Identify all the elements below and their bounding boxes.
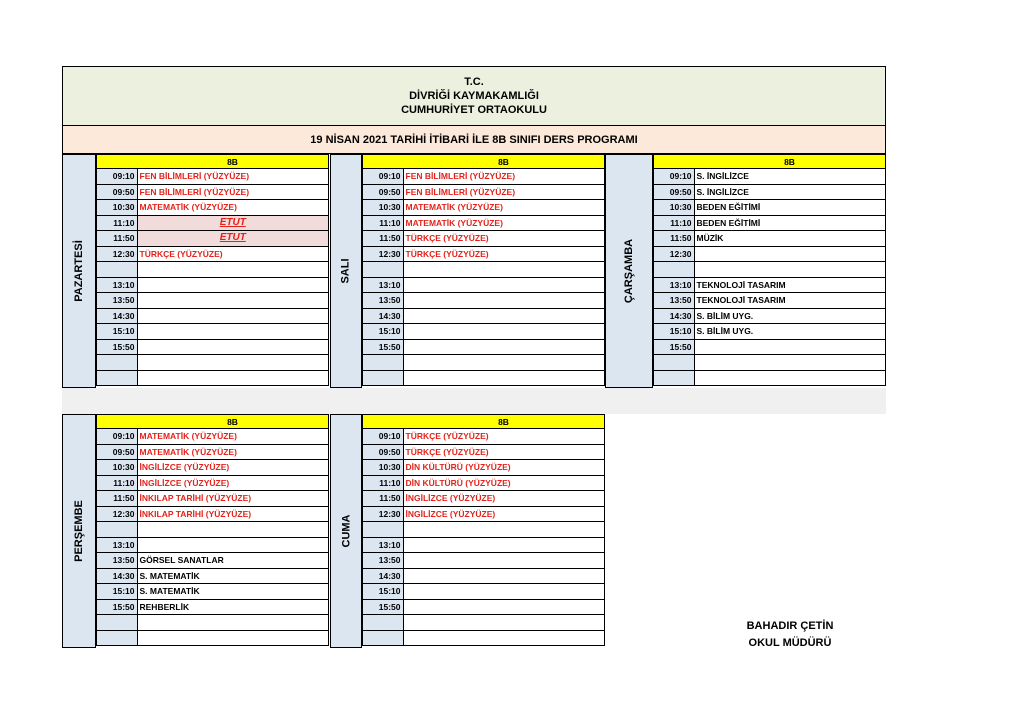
period-time: 12:30 — [97, 506, 138, 522]
table-row — [363, 429, 605, 445]
subject-cell: İNGİLİZCE (YÜZYÜZE) — [403, 491, 605, 507]
day-schedule-table — [96, 154, 329, 386]
table-row — [97, 568, 329, 584]
table-row — [97, 460, 329, 476]
table-row — [97, 475, 329, 491]
period-time: 15:10 — [363, 324, 404, 340]
subject-cell: ETUT — [137, 215, 329, 231]
period-time: 09:50 — [363, 444, 404, 460]
subject-cell: FEN BİLİMLERİ (YÜZYÜZE) — [137, 184, 329, 200]
period-time — [654, 370, 695, 386]
principal-name: BAHADIR ÇETİN — [746, 620, 834, 632]
table-row — [654, 169, 886, 185]
period-time: 11:10 — [97, 475, 138, 491]
table-row — [97, 444, 329, 460]
subject-cell — [403, 630, 605, 646]
table-row — [363, 444, 605, 460]
period-time: 09:10 — [97, 169, 138, 185]
period-time — [363, 262, 404, 278]
subject-cell: FEN BİLİMLERİ (YÜZYÜZE) — [403, 184, 605, 200]
class-header-blank — [654, 155, 695, 169]
period-time: 15:10 — [363, 584, 404, 600]
class-header-blank — [97, 155, 138, 169]
table-row — [654, 324, 886, 340]
table-row — [363, 262, 605, 278]
table-row — [97, 184, 329, 200]
period-time: 14:30 — [654, 308, 695, 324]
period-time: 11:50 — [654, 231, 695, 247]
table-row — [363, 293, 605, 309]
table-row — [654, 339, 886, 355]
subject-cell — [137, 615, 329, 631]
table-row — [363, 584, 605, 600]
period-time: 12:30 — [654, 246, 695, 262]
day-label — [62, 414, 96, 648]
table-row — [363, 506, 605, 522]
period-time: 13:10 — [363, 537, 404, 553]
period-time: 13:10 — [654, 277, 695, 293]
day-schedule-table — [653, 154, 886, 386]
class-header: 8B — [694, 155, 886, 169]
subject-cell — [403, 293, 605, 309]
period-time: 14:30 — [363, 568, 404, 584]
subject-cell — [137, 537, 329, 553]
period-time: 15:10 — [654, 324, 695, 340]
table-row — [363, 246, 605, 262]
subject-cell — [694, 355, 886, 371]
subject-cell: S. İNGİLİZCE — [694, 184, 886, 200]
period-time: 14:30 — [97, 308, 138, 324]
subject-cell: BEDEN EĞİTİMİ — [694, 215, 886, 231]
subject-cell — [137, 355, 329, 371]
header-line-1: T.C. — [464, 76, 484, 88]
period-time: 14:30 — [363, 308, 404, 324]
subject-cell — [403, 568, 605, 584]
table-row — [97, 491, 329, 507]
table-row — [97, 308, 329, 324]
table-row — [97, 599, 329, 615]
table-row — [97, 537, 329, 553]
table-row — [363, 355, 605, 371]
period-time: 10:30 — [363, 460, 404, 476]
class-header: 8B — [137, 415, 329, 429]
period-time: 09:50 — [97, 444, 138, 460]
table-row — [97, 615, 329, 631]
table-row — [654, 246, 886, 262]
period-time: 09:50 — [363, 184, 404, 200]
period-time: 12:30 — [363, 506, 404, 522]
period-time: 15:50 — [97, 599, 138, 615]
table-row — [97, 553, 329, 569]
subject-cell — [137, 277, 329, 293]
table-row — [654, 231, 886, 247]
table-row — [654, 215, 886, 231]
table-row — [97, 169, 329, 185]
period-time: 09:10 — [654, 169, 695, 185]
table-row — [654, 262, 886, 278]
subject-cell — [694, 246, 886, 262]
subject-cell — [137, 630, 329, 646]
subject-cell: MATEMATİK (YÜZYÜZE) — [137, 444, 329, 460]
principal-title: OKUL MÜDÜRÜ — [748, 637, 832, 649]
day-name: PERŞEMBE — [73, 500, 85, 562]
period-time: 12:30 — [363, 246, 404, 262]
table-row — [363, 537, 605, 553]
subject-cell: TÜRKÇE (YÜZYÜZE) — [403, 246, 605, 262]
day-schedule-table — [362, 414, 605, 646]
subject-cell: FEN BİLİMLERİ (YÜZYÜZE) — [403, 169, 605, 185]
subject-cell — [137, 293, 329, 309]
period-time: 15:50 — [97, 339, 138, 355]
table-row — [97, 339, 329, 355]
subject-cell: REHBERLİK — [137, 599, 329, 615]
table-row — [363, 215, 605, 231]
subject-cell — [403, 308, 605, 324]
period-time — [654, 355, 695, 371]
period-time — [363, 522, 404, 538]
class-header-row — [363, 155, 605, 169]
table-row — [363, 169, 605, 185]
class-header-row — [97, 415, 329, 429]
table-row — [363, 599, 605, 615]
table-row — [363, 630, 605, 646]
subject-cell — [403, 522, 605, 538]
table-row — [97, 246, 329, 262]
period-time: 10:30 — [97, 460, 138, 476]
period-time: 15:10 — [97, 324, 138, 340]
period-time — [654, 262, 695, 278]
subject-cell: İNGİLİZCE (YÜZYÜZE) — [137, 460, 329, 476]
table-row — [654, 200, 886, 216]
table-row — [363, 460, 605, 476]
subject-cell: ETUT — [137, 231, 329, 247]
period-time: 11:10 — [363, 475, 404, 491]
table-row — [363, 553, 605, 569]
table-row — [654, 308, 886, 324]
subject-cell: MATEMATİK (YÜZYÜZE) — [137, 429, 329, 445]
period-time: 10:30 — [654, 200, 695, 216]
subject-cell — [403, 370, 605, 386]
period-time: 15:50 — [363, 339, 404, 355]
class-header-blank — [363, 415, 404, 429]
subject-cell: FEN BİLİMLERİ (YÜZYÜZE) — [137, 169, 329, 185]
table-row — [97, 200, 329, 216]
period-time: 09:10 — [363, 429, 404, 445]
subject-cell: S. MATEMATİK — [137, 584, 329, 600]
table-row — [363, 200, 605, 216]
subject-cell — [137, 262, 329, 278]
subject-cell — [403, 324, 605, 340]
period-time — [97, 355, 138, 371]
subject-cell — [403, 553, 605, 569]
period-time — [363, 615, 404, 631]
period-time: 11:10 — [97, 215, 138, 231]
day-name: CUMA — [340, 514, 352, 548]
table-row — [97, 630, 329, 646]
period-time: 10:30 — [97, 200, 138, 216]
table-row — [654, 184, 886, 200]
table-row — [97, 231, 329, 247]
subject-cell: İNKILAP TARİHİ (YÜZYÜZE) — [137, 506, 329, 522]
table-row — [97, 324, 329, 340]
class-header: 8B — [403, 415, 605, 429]
day-name: SALI — [340, 258, 352, 284]
day-label — [62, 154, 96, 388]
table-row — [363, 184, 605, 200]
subject-cell: TÜRKÇE (YÜZYÜZE) — [403, 444, 605, 460]
subject-cell — [694, 262, 886, 278]
table-row — [97, 277, 329, 293]
period-time: 15:50 — [654, 339, 695, 355]
period-time: 15:10 — [97, 584, 138, 600]
period-time: 13:50 — [363, 553, 404, 569]
period-time: 13:10 — [363, 277, 404, 293]
subject-cell — [403, 584, 605, 600]
table-row — [654, 277, 886, 293]
subject-cell: MATEMATİK (YÜZYÜZE) — [403, 215, 605, 231]
subject-cell — [137, 370, 329, 386]
section-divider — [62, 388, 886, 414]
table-row — [363, 568, 605, 584]
table-row — [363, 231, 605, 247]
day-label — [330, 154, 362, 388]
subject-cell — [694, 370, 886, 386]
period-time: 13:50 — [97, 553, 138, 569]
period-time: 13:50 — [97, 293, 138, 309]
day-label — [605, 154, 653, 388]
subject-cell: BEDEN EĞİTİMİ — [694, 200, 886, 216]
subject-cell: S. MATEMATİK — [137, 568, 329, 584]
subject-cell — [694, 339, 886, 355]
subject-cell — [137, 522, 329, 538]
period-time: 13:10 — [97, 277, 138, 293]
table-row — [97, 262, 329, 278]
day-name: ÇARŞAMBA — [623, 238, 636, 304]
period-time — [97, 370, 138, 386]
header-line-2: DİVRİĞİ KAYMAKAMLIĞI — [409, 90, 539, 102]
class-header-row — [97, 155, 329, 169]
day-label — [330, 414, 362, 648]
subject-cell — [403, 339, 605, 355]
class-header: 8B — [137, 155, 329, 169]
period-time — [363, 355, 404, 371]
period-time: 15:50 — [363, 599, 404, 615]
subject-cell: MATEMATİK (YÜZYÜZE) — [137, 200, 329, 216]
table-row — [363, 475, 605, 491]
signature-block — [700, 618, 880, 652]
period-time: 09:50 — [654, 184, 695, 200]
subject-cell — [403, 277, 605, 293]
table-row — [363, 339, 605, 355]
subject-cell: MATEMATİK (YÜZYÜZE) — [403, 200, 605, 216]
day-schedule-table — [96, 414, 329, 646]
period-time — [97, 522, 138, 538]
subject-cell: DİN KÜLTÜRÜ (YÜZYÜZE) — [403, 475, 605, 491]
schedule-title: 19 NİSAN 2021 TARİHİ İTİBARİ İLE 8B SINIFI DERS PROGRAMI — [62, 126, 886, 154]
subject-cell: GÖRSEL SANATLAR — [137, 553, 329, 569]
subject-cell: S. BİLİM UYG. — [694, 308, 886, 324]
table-row — [97, 429, 329, 445]
table-row — [363, 324, 605, 340]
table-row — [363, 308, 605, 324]
subject-cell — [403, 537, 605, 553]
subject-cell: İNKILAP TARİHİ (YÜZYÜZE) — [137, 491, 329, 507]
period-time — [363, 370, 404, 386]
table-row — [654, 370, 886, 386]
period-time — [97, 262, 138, 278]
subject-cell: TÜRKÇE (YÜZYÜZE) — [403, 231, 605, 247]
class-header: 8B — [403, 155, 605, 169]
subject-cell: TEKNOLOJİ TASARIM — [694, 293, 886, 309]
period-time: 09:10 — [97, 429, 138, 445]
table-row — [97, 584, 329, 600]
period-time: 11:50 — [363, 491, 404, 507]
period-time: 09:10 — [363, 169, 404, 185]
subject-cell — [403, 615, 605, 631]
header-line-3: CUMHURİYET ORTAOKULU — [401, 104, 547, 116]
table-row — [363, 615, 605, 631]
subject-cell — [137, 324, 329, 340]
table-row — [97, 522, 329, 538]
period-time: 09:50 — [97, 184, 138, 200]
period-time: 13:50 — [363, 293, 404, 309]
subject-cell: S. İNGİLİZCE — [694, 169, 886, 185]
class-header-row — [363, 415, 605, 429]
subject-cell — [403, 262, 605, 278]
period-time: 13:10 — [97, 537, 138, 553]
table-row — [654, 355, 886, 371]
table-row — [363, 370, 605, 386]
period-time: 11:10 — [363, 215, 404, 231]
table-row — [363, 491, 605, 507]
subject-cell: TEKNOLOJİ TASARIM — [694, 277, 886, 293]
table-row — [363, 522, 605, 538]
subject-cell: TÜRKÇE (YÜZYÜZE) — [403, 429, 605, 445]
period-time: 12:30 — [97, 246, 138, 262]
table-row — [97, 370, 329, 386]
subject-cell: İNGİLİZCE (YÜZYÜZE) — [137, 475, 329, 491]
subject-cell: TÜRKÇE (YÜZYÜZE) — [137, 246, 329, 262]
class-header-blank — [97, 415, 138, 429]
subject-cell: MÜZİK — [694, 231, 886, 247]
table-row — [97, 215, 329, 231]
table-row — [97, 506, 329, 522]
day-name: PAZARTESİ — [73, 240, 85, 302]
subject-cell: İNGİLİZCE (YÜZYÜZE) — [403, 506, 605, 522]
subject-cell — [137, 339, 329, 355]
period-time: 14:30 — [97, 568, 138, 584]
class-header-row — [654, 155, 886, 169]
period-time — [97, 615, 138, 631]
day-schedule-table — [362, 154, 605, 386]
period-time: 10:30 — [363, 200, 404, 216]
table-row — [654, 293, 886, 309]
subject-cell: DİN KÜLTÜRÜ (YÜZYÜZE) — [403, 460, 605, 476]
subject-cell — [403, 355, 605, 371]
period-time: 11:50 — [97, 491, 138, 507]
subject-cell: S. BİLİM UYG. — [694, 324, 886, 340]
school-header — [62, 66, 886, 126]
period-time: 11:50 — [97, 231, 138, 247]
period-time: 11:50 — [363, 231, 404, 247]
table-row — [97, 293, 329, 309]
table-row — [97, 355, 329, 371]
period-time — [97, 630, 138, 646]
period-time: 11:10 — [654, 215, 695, 231]
subject-cell — [137, 308, 329, 324]
period-time — [363, 630, 404, 646]
period-time: 13:50 — [654, 293, 695, 309]
subject-cell — [403, 599, 605, 615]
table-row — [363, 277, 605, 293]
class-header-blank — [363, 155, 404, 169]
